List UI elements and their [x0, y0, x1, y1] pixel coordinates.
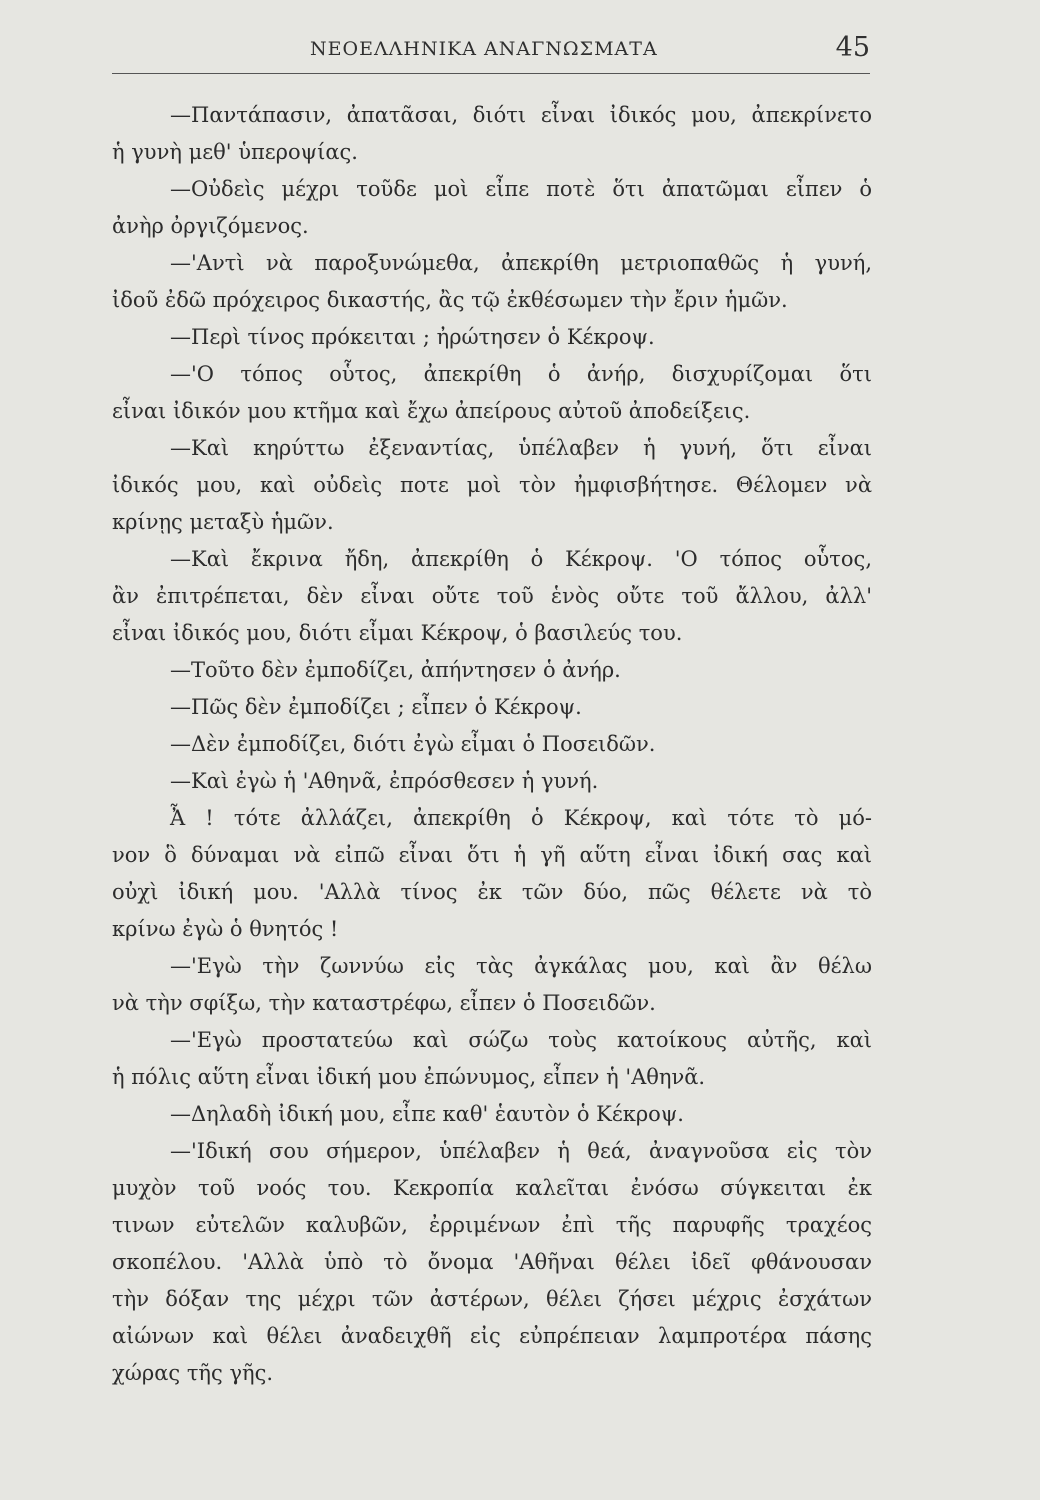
text-line: νον ὃ δύναμαι νὰ εἰπῶ εἶναι ὅτι ἡ γῆ αὕτη εἶναι ἰδική σας καὶ: [112, 843, 872, 867]
text-line: μυχὸν τοῦ νοός του. Κεκροπία καλεῖται ἐνόσω σύγκειται ἐκ: [112, 1176, 872, 1200]
text-line: —Περὶ τίνος πρόκειται ; ἠρώτησεν ὁ Κέκροψ.: [170, 325, 655, 349]
text-line: ἰδικός μου, καὶ οὐδεὶς ποτε μοὶ τὸν ἠμφισβήτησε. Θέλομεν νὰ: [112, 473, 872, 497]
text-line: χώρας τῆς γῆς.: [112, 1361, 274, 1385]
text-line: τὴν δόξαν της μέχρι τῶν ἀστέρων, θέλει ζήσει μέχρις ἐσχάτων: [112, 1287, 872, 1311]
text-line: —Δηλαδὴ ἰδική μου, εἶπε καθ' ἑαυτὸν ὁ Κέκροψ.: [170, 1102, 684, 1126]
text-line: —Καὶ κηρύττω ἐξεναντίας, ὑπέλαβεν ἡ γυνή, ὅτι εἶναι: [170, 436, 872, 460]
text-line: ἡ πόλις αὕτη εἶναι ἰδική μου ἐπώνυμος, εἶπεν ἡ 'Αθηνᾶ.: [112, 1065, 706, 1089]
text-line: —Παντάπασιν, ἀπατᾶσαι, διότι εἶναι ἰδικός μου, ἀπεκρίνετο: [170, 103, 872, 127]
text-line: εἶναι ἰδικόν μου κτῆμα καὶ ἔχω ἀπείρους αὐτοῦ ἀποδείξεις.: [112, 399, 751, 423]
page-header: [110, 32, 870, 66]
text-line: κρίνῃς μεταξὺ ἡμῶν.: [112, 510, 334, 534]
text-line: —'Αντὶ νὰ παροξυνώμεθα, ἀπεκρίθη μετριοπαθῶς ἡ γυνή,: [170, 251, 872, 275]
text-line: —'Εγὼ τὴν ζωννύω εἰς τὰς ἀγκάλας μου, καὶ ἂν θέλω: [170, 954, 872, 978]
text-line: —Τοῦτο δὲν ἐμποδίζει, ἀπήντησεν ὁ ἀνήρ.: [170, 658, 621, 682]
header-rule: [112, 73, 870, 74]
text-line: —Καὶ ἐγὼ ἡ 'Αθηνᾶ, ἐπρόσθεσεν ἡ γυνή.: [170, 769, 599, 793]
page-number: 45: [835, 32, 870, 63]
text-line: —Οὐδεὶς μέχρι τοῦδε μοὶ εἶπε ποτὲ ὅτι ἀπατῶμαι εἶπεν ὁ: [170, 177, 872, 201]
text-line: αἰώνων καὶ θέλει ἀναδειχθῆ εἰς εὐπρέπειαν λαμπροτέρα πάσης: [112, 1324, 872, 1348]
text-line: —Πῶς δὲν ἐμποδίζει ; εἶπεν ὁ Κέκροψ.: [170, 695, 582, 719]
text-line: τινων εὐτελῶν καλυβῶν, ἐρριμένων ἐπὶ τῆς παρυφῆς τραχέος: [112, 1213, 872, 1237]
text-line: κρίνω ἐγὼ ὁ θνητός !: [112, 917, 339, 941]
text-line: νὰ τὴν σφίξω, τὴν καταστρέφω, εἶπεν ὁ Ποσειδῶν.: [112, 991, 656, 1015]
text-line: εἶναι ἰδικός μου, διότι εἶμαι Κέκροψ, ὁ βασιλεύς του.: [112, 621, 683, 645]
text-line: —Καὶ ἔκρινα ἤδη, ἀπεκρίθη ὁ Κέκροψ. 'Ο τόπος οὗτος,: [170, 547, 872, 571]
text-line: Ἆ ! τότε ἀλλάζει, ἀπεκρίθη ὁ Κέκροψ, καὶ τότε τὸ μό-: [170, 806, 872, 830]
text-line: ἡ γυνὴ μεθ' ὑπεροψίας.: [112, 140, 358, 164]
text-line: ἂν ἐπιτρέπεται, δὲν εἶναι οὔτε τοῦ ἑνὸς οὔτε τοῦ ἄλλου, ἀλλ': [112, 584, 872, 608]
body-text: [112, 97, 872, 1392]
running-head: ΝΕΟΕΛΛΗΝΙΚΑ ΑΝΑΓΝΩΣΜΑΤΑ: [310, 38, 658, 60]
text-line: —'Ο τόπος οὗτος, ἀπεκρίθη ὁ ἀνήρ, δισχυρίζομαι ὅτι: [170, 362, 872, 386]
text-line: ἀνὴρ ὀργιζόμενος.: [112, 214, 309, 238]
text-line: —'Εγὼ προστατεύω καὶ σώζω τοὺς κατοίκους αὐτῆς, καὶ: [170, 1028, 872, 1052]
text-line: σκοπέλου. 'Αλλὰ ὑπὸ τὸ ὄνομα 'Αθῆναι θέλει ἰδεῖ φθάνουσαν: [112, 1250, 872, 1274]
text-line: ἰδοῦ ἐδῶ πρόχειρος δικαστής, ἂς τῷ ἐκθέσωμεν τὴν ἔριν ἡμῶν.: [112, 288, 788, 312]
text-line: οὐχὶ ἰδική μου. 'Αλλὰ τίνος ἐκ τῶν δύο, πῶς θέλετε νὰ τὸ: [112, 880, 872, 904]
text-line: —Δὲν ἐμποδίζει, διότι ἐγὼ εἶμαι ὁ Ποσειδῶν.: [170, 732, 656, 756]
text-line: —'Ιδική σου σήμερον, ὑπέλαβεν ἡ θεά, ἀναγνοῦσα εἰς τὸν: [170, 1139, 872, 1163]
